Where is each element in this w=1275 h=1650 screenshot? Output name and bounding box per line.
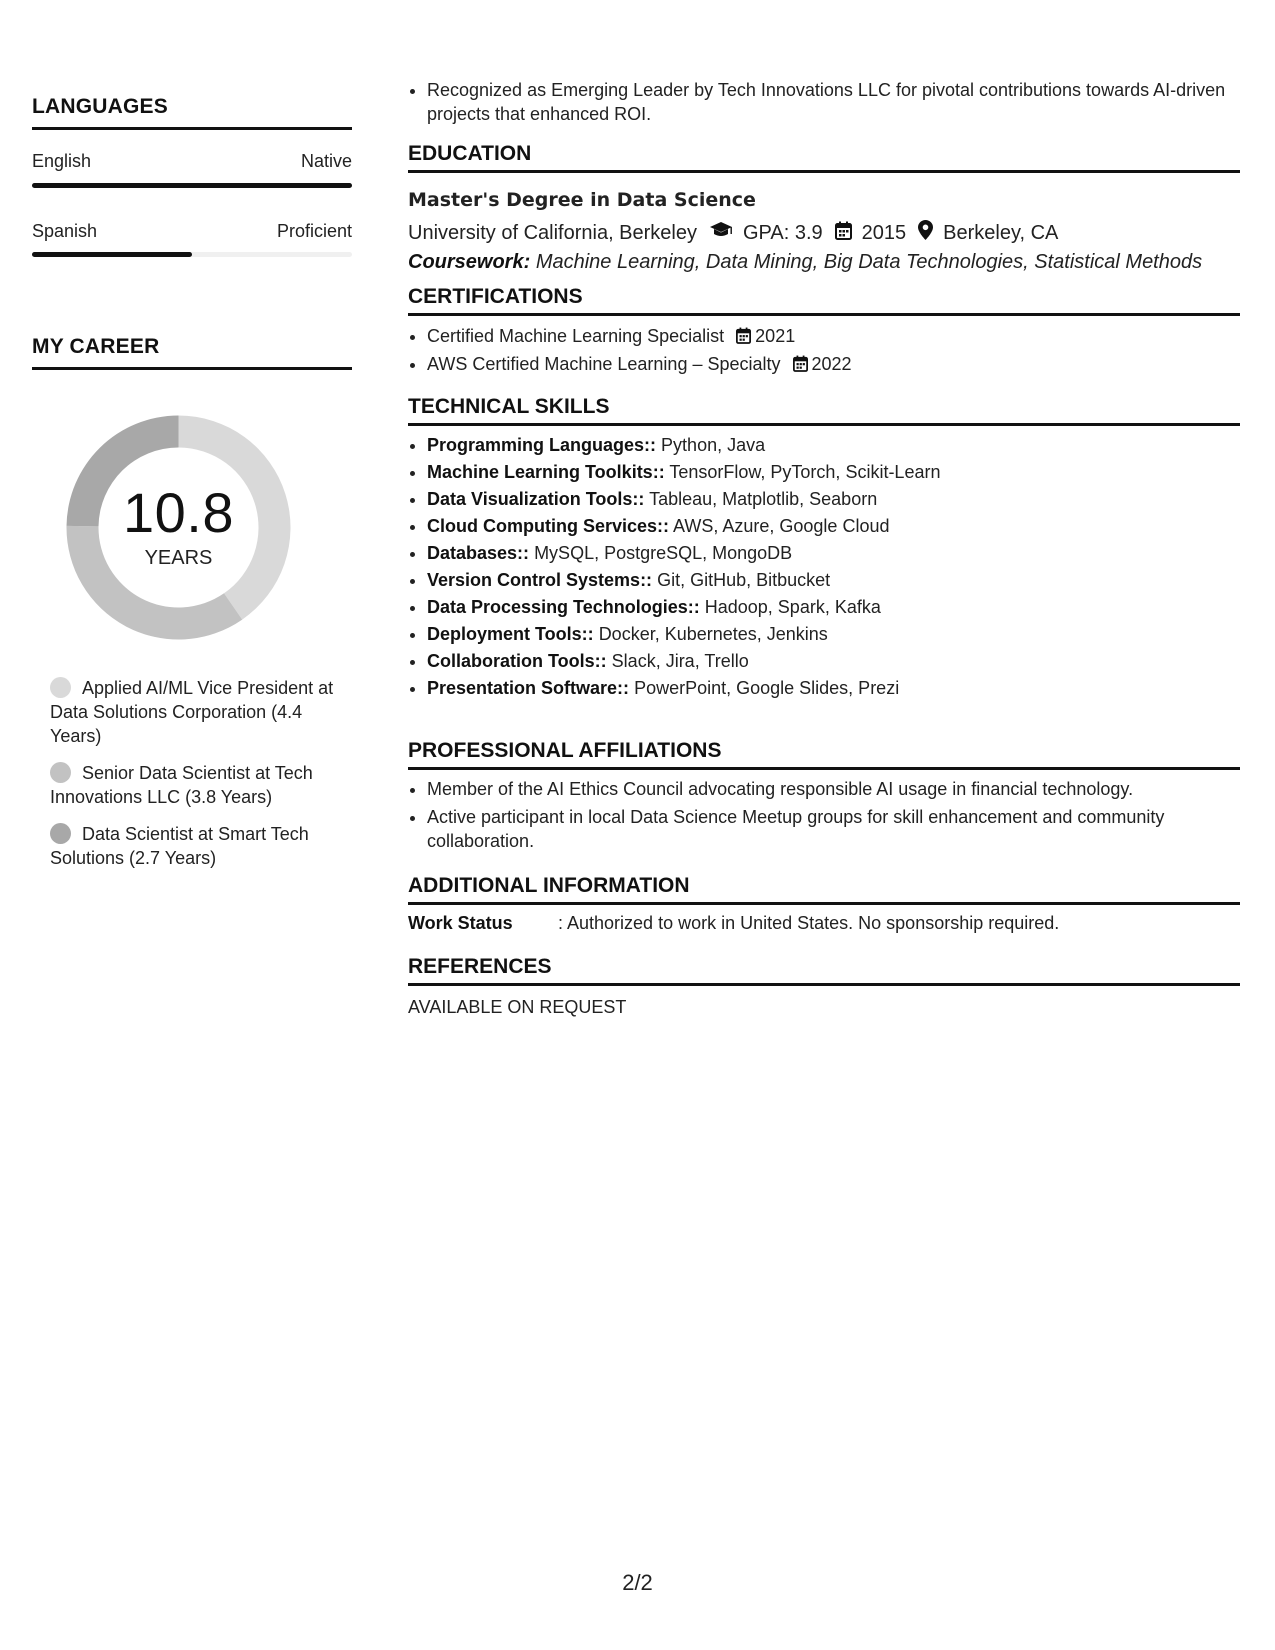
language-bar-fill xyxy=(32,252,192,257)
education-school: University of California, Berkeley xyxy=(408,221,697,244)
education-gpa: GPA: 3.9 xyxy=(743,221,823,244)
skill-item xyxy=(427,540,1237,567)
skill-item xyxy=(427,621,1237,648)
calendar-icon xyxy=(793,353,808,379)
certifications-list xyxy=(427,323,1237,379)
legend-dot-icon xyxy=(50,823,71,844)
career-legend-item xyxy=(50,761,340,809)
references-heading: REFERENCES xyxy=(408,955,1240,986)
skill-value: Git, GitHub, Bitbucket xyxy=(657,570,831,590)
work-status-row xyxy=(408,913,1059,934)
languages-heading: LANGUAGES xyxy=(32,95,352,130)
affiliation-item: • Member of the AI Ethics Council advocating responsible AI usage in financial technology. xyxy=(427,777,1237,801)
education-degree: Master's Degree in Data Science xyxy=(408,189,756,211)
skill-item xyxy=(427,486,1237,513)
references-text: AVAILABLE ON REQUEST xyxy=(408,997,627,1017)
coursework-label: Coursework: xyxy=(408,251,531,273)
additional-info-heading: ADDITIONAL INFORMATION xyxy=(408,874,1240,905)
skill-label: Deployment Tools:: xyxy=(427,624,594,644)
skill-value: TensorFlow, PyTorch, Scikit-Learn xyxy=(669,462,941,482)
education-coursework xyxy=(408,251,1202,274)
certification-name: AWS Certified Machine Learning – Specialty xyxy=(427,354,781,374)
certification-year: 2022 xyxy=(811,354,852,374)
skill-value: Slack, Jira, Trello xyxy=(611,651,749,671)
education-heading: EDUCATION xyxy=(408,142,1240,173)
language-bar-fill xyxy=(32,183,352,188)
education-year: 2015 xyxy=(861,221,907,244)
education-meta xyxy=(408,220,1058,246)
skill-value: Hadoop, Spark, Kafka xyxy=(704,597,881,617)
education-location: Berkeley, CA xyxy=(943,221,1059,244)
skill-label: Collaboration Tools:: xyxy=(427,651,607,671)
career-legend-item xyxy=(50,676,340,748)
career-heading: MY CAREER xyxy=(32,335,352,370)
skill-label: Databases:: xyxy=(427,543,530,563)
skills-heading: TECHNICAL SKILLS xyxy=(408,395,1240,426)
career-role-label: Data Scientist at Smart Tech Solutions (2.7 Years) xyxy=(50,824,309,868)
career-role-label: Senior Data Scientist at Tech Innovations LLC (3.8 Years) xyxy=(50,763,313,807)
skill-label: Data Visualization Tools:: xyxy=(427,489,645,509)
certification-item xyxy=(427,323,1237,351)
skill-value: AWS, Azure, Google Cloud xyxy=(673,516,890,536)
skill-label: Programming Languages:: xyxy=(427,435,657,455)
affiliation-item: • Active participant in local Data Science Meetup groups for skill enhancement and community collaboration. xyxy=(427,805,1237,853)
career-total-value: 10.8 xyxy=(123,481,234,544)
certification-year: 2021 xyxy=(755,326,796,346)
skill-item xyxy=(427,648,1237,675)
skill-value: MySQL, PostgreSQL, MongoDB xyxy=(534,543,793,563)
language-level: Proficient xyxy=(276,221,352,241)
skill-item xyxy=(427,567,1237,594)
career-legend-item xyxy=(50,822,340,870)
legend-dot-icon xyxy=(50,677,71,698)
skill-item xyxy=(427,513,1237,540)
work-status-label: Work Status xyxy=(408,913,513,933)
language-level: Native xyxy=(300,151,352,171)
page-number: 2/2 xyxy=(622,1570,653,1595)
skill-label: Version Control Systems:: xyxy=(427,570,653,590)
work-status-value: : Authorized to work in United States. No sponsorship required. xyxy=(558,913,1060,933)
award-item: • Recognized as Emerging Leader by Tech Innovations LLC for pivotal contributions towards AI-driven projects that enhanced ROI. xyxy=(427,78,1237,126)
skill-item xyxy=(427,459,1237,486)
graduation-cap-icon xyxy=(709,221,733,245)
skill-label: Cloud Computing Services:: xyxy=(427,516,670,536)
map-pin-icon xyxy=(918,220,933,246)
skills-list xyxy=(427,432,1237,702)
skill-value: Python, Java xyxy=(661,435,766,455)
language-name: English xyxy=(32,151,92,171)
language-row-spanish xyxy=(32,221,352,242)
language-bar-english xyxy=(32,183,352,188)
legend-dot-icon xyxy=(50,762,71,783)
language-name: Spanish xyxy=(32,221,98,241)
language-bar-spanish xyxy=(32,252,352,257)
certification-name: Certified Machine Learning Specialist xyxy=(427,326,725,346)
language-row-english xyxy=(32,151,352,172)
skill-value: Tableau, Matplotlib, Seaborn xyxy=(649,489,878,509)
skill-item xyxy=(427,675,1237,702)
skill-item xyxy=(427,432,1237,459)
affiliations-heading: PROFESSIONAL AFFILIATIONS xyxy=(408,739,1240,770)
skill-value: PowerPoint, Google Slides, Prezi xyxy=(634,678,900,698)
affiliations-list xyxy=(427,777,1237,853)
award-list xyxy=(427,78,1237,126)
donut-center xyxy=(66,415,291,640)
skill-label: Data Processing Technologies:: xyxy=(427,597,700,617)
career-role-label: Applied AI/ML Vice President at Data Solutions Corporation (4.4 Years) xyxy=(50,678,334,746)
career-total-unit: YEARS xyxy=(144,547,213,569)
career-donut-chart xyxy=(66,415,291,640)
calendar-icon xyxy=(736,325,751,351)
skill-label: Presentation Software:: xyxy=(427,678,630,698)
certifications-heading: CERTIFICATIONS xyxy=(408,285,1240,316)
certification-item xyxy=(427,351,1237,379)
skill-value: Docker, Kubernetes, Jenkins xyxy=(598,624,828,644)
skill-label: Machine Learning Toolkits:: xyxy=(427,462,665,482)
calendar-icon xyxy=(835,221,852,246)
skill-item xyxy=(427,594,1237,621)
coursework-value: Machine Learning, Data Mining, Big Data Technologies, Statistical Methods xyxy=(535,251,1203,273)
career-legend xyxy=(50,676,340,883)
